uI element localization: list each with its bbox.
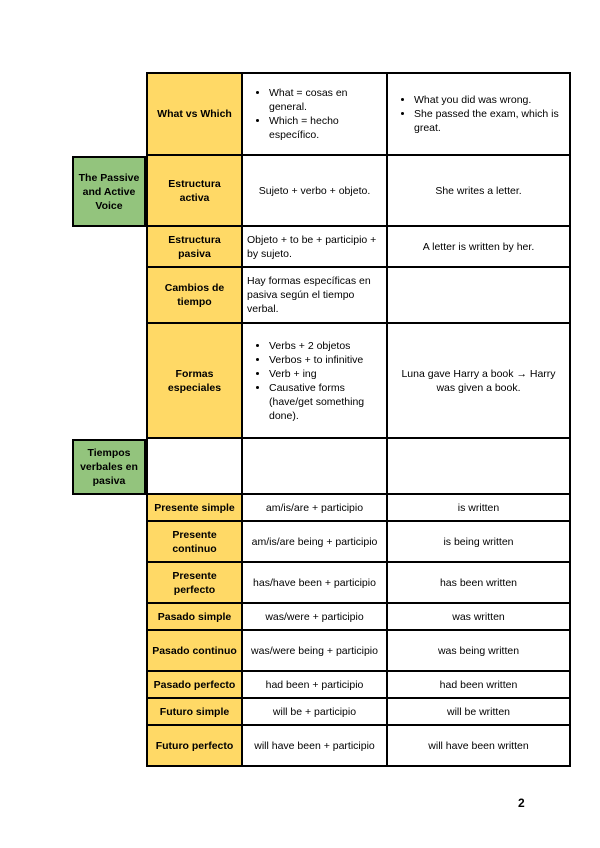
tense-label: Presente perfecto (146, 563, 243, 604)
row-label-what-which: What vs Which (146, 72, 243, 156)
empty-cell (243, 439, 388, 495)
rule-cell: Objeto + to be + participio + by sujeto. (243, 227, 388, 268)
bullet-list (247, 86, 382, 142)
tense-rule: will have been + participio (243, 726, 388, 767)
tense-example: is being written (388, 522, 571, 563)
tense-example: was being written (388, 631, 571, 672)
empty-cell (72, 495, 146, 767)
empty-cell (388, 439, 571, 495)
bullet-list (392, 93, 565, 135)
tense-label: Pasado simple (146, 604, 243, 631)
tense-rule: will be + participio (243, 699, 388, 726)
tense-label: Futuro perfecto (146, 726, 243, 767)
rule-cell: Hay formas específicas en pasiva según el tiempo verbal. (243, 268, 388, 324)
example-cell (388, 72, 571, 156)
tense-label: Pasado continuo (146, 631, 243, 672)
rule-cell: Sujeto + verbo + objeto. (243, 156, 388, 227)
grammar-table (72, 72, 571, 767)
example-cell: Luna gave Harry a book → Harry was given a book. (388, 324, 571, 439)
tense-rule: am/is/are being + participio (243, 522, 388, 563)
tense-label: Presente simple (146, 495, 243, 522)
tense-rule: was/were + participio (243, 604, 388, 631)
tense-example: had been written (388, 672, 571, 699)
bullet-list (247, 339, 382, 423)
tense-example: was written (388, 604, 571, 631)
empty-cell (72, 72, 146, 156)
section-label-tiempos-verbales: Tiempos verbales en pasiva (72, 439, 146, 495)
example-cell (388, 268, 571, 324)
bullet-item: • Causative forms (have/get something done). (269, 381, 382, 423)
example-cell: She writes a letter. (388, 156, 571, 227)
empty-cell (146, 439, 243, 495)
row-label-cambios-tiempo: Cambios de tiempo (146, 268, 243, 324)
tense-example: has been written (388, 563, 571, 604)
tense-example: will be written (388, 699, 571, 726)
bullet-item: • Which = hecho específico. (269, 114, 382, 142)
bullet-item: • She passed the exam, which is great. (414, 107, 565, 135)
tense-rule: has/have been + participio (243, 563, 388, 604)
bullet-item: • What = cosas en general. (269, 86, 382, 114)
tense-rule: was/were being + participio (243, 631, 388, 672)
example-cell: A letter is written by her. (388, 227, 571, 268)
tense-label: Pasado perfecto (146, 672, 243, 699)
section-label-passive-active: The Passive and Active Voice (72, 156, 146, 227)
tense-rule: am/is/are + participio (243, 495, 388, 522)
row-label-formas-especiales: Formas especiales (146, 324, 243, 439)
page-number: 2 (518, 796, 525, 810)
bullet-item: • Verb + ing (269, 367, 382, 381)
tense-rule: had been + participio (243, 672, 388, 699)
bullet-item: • What you did was wrong. (414, 93, 565, 107)
row-label-estructura-pasiva: Estructura pasiva (146, 227, 243, 268)
tense-example: is written (388, 495, 571, 522)
tense-example: will have been written (388, 726, 571, 767)
row-label-estructura-activa: Estructura activa (146, 156, 243, 227)
bullet-item: • Verbs + 2 objetos (269, 339, 382, 353)
empty-cell (72, 227, 146, 439)
tense-label: Futuro simple (146, 699, 243, 726)
bullet-item: • Verbos + to infinitive (269, 353, 382, 367)
rule-cell (243, 324, 388, 439)
rule-cell (243, 72, 388, 156)
tense-label: Presente continuo (146, 522, 243, 563)
